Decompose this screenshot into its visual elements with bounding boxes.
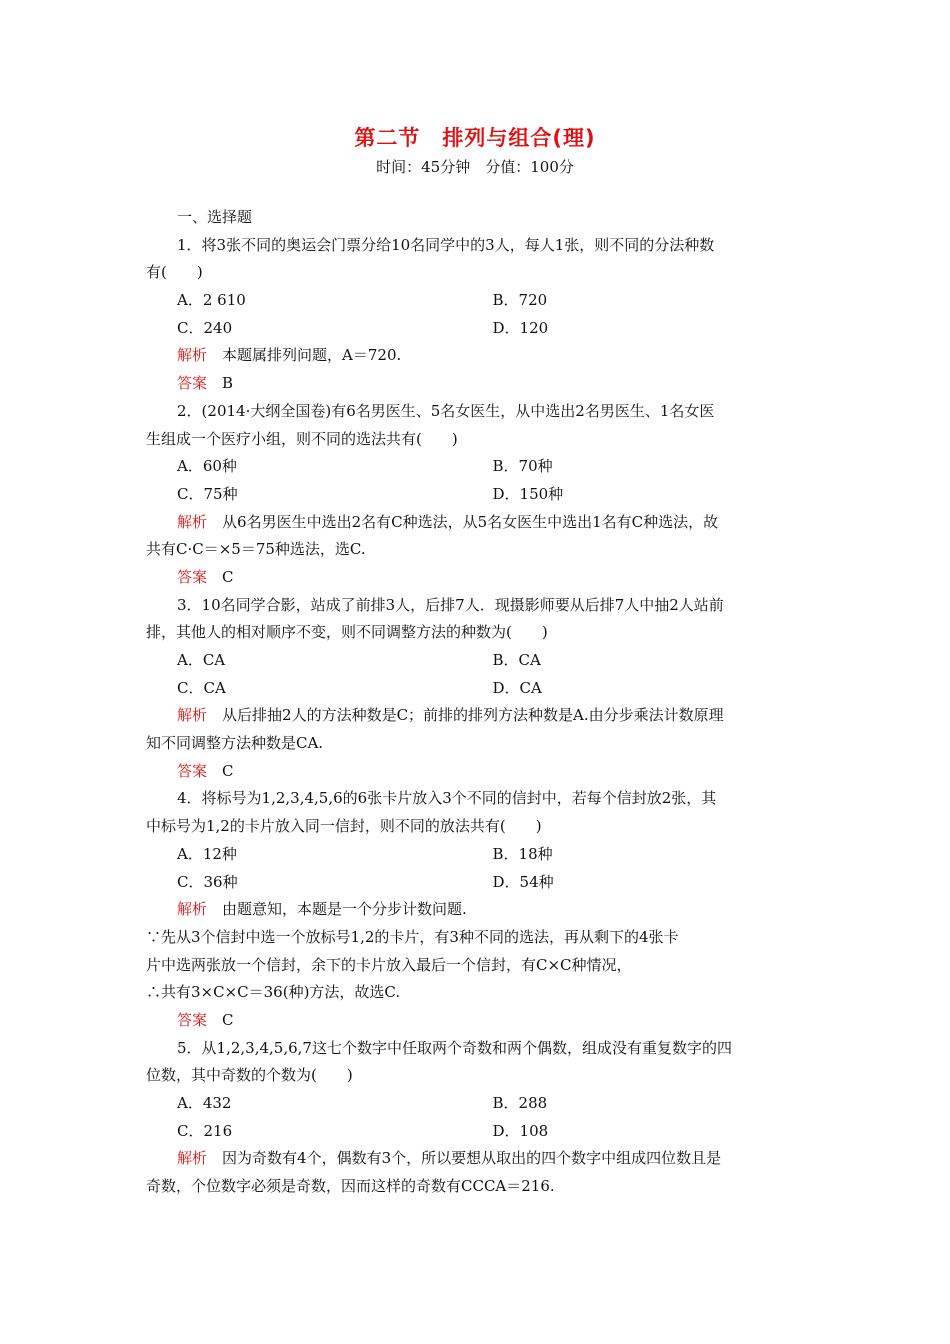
analysis [146,342,808,370]
analysis-text: 本题属排列问题，A＝720. [222,346,402,365]
answer [146,1007,808,1035]
analysis [146,702,808,730]
question-text: 4．将标号为1,2,3,4,5,6的6张卡片放入3个不同的信封中，若每个信封放2张，其 [177,789,717,808]
question-1 [146,232,808,398]
question-text: 中标号为1,2的卡片放入同一信封，则不同的放法共有( ) [146,817,542,836]
options-row [146,841,808,869]
options-row [146,1118,808,1146]
analysis-text: 片中选两张放一个信封，余下的卡片放入最后一个信封，有C×C种情况， [146,955,632,974]
option-c: C．36种 [177,872,238,891]
question-text: 3．10名同学合影，站成了前排3人，后排7人．现摄影师要从后排7人中抽2人站前 [177,595,724,614]
option-d: D．108 [492,1121,549,1140]
answer-label: 答案 [177,567,208,586]
option-b: B．18种 [492,844,553,863]
option-a: A．432 [177,1094,232,1112]
answer-value: C [222,761,234,780]
analysis-text: 从6名男医生中选出2名有C种选法，从5名女医生中选出1名有C种选法，故 [222,512,719,531]
question-text: 排，其他人的相对顺序不变，则不同调整方法的种数为( ) [146,623,548,642]
options-row [146,287,808,315]
question-text: 生组成一个医疗小组，则不同的选法共有( ) [146,429,458,448]
analysis-text: 奇数，个位数字必须是奇数，因而这样的奇数有CCCA＝216. [146,1177,555,1196]
answer [146,758,808,786]
answer [146,370,808,398]
options-row [146,1090,808,1118]
question-text: 位数，其中奇数的个数为( ) [146,1066,353,1085]
question-text: 2．(2014·大纲全国卷)有6名男医生、5名女医生，从中选出2名男医生、1名女医 [177,401,715,420]
options-row [146,675,808,703]
options-row [146,647,808,675]
analysis-text: ∵先从3个信封中选一个放标号1,2的卡片，有3种不同的选法，再从剩下的4张卡 [146,927,679,946]
option-d: D．54种 [492,872,554,891]
answer-label: 答案 [177,374,208,393]
analysis-label: 解析 [177,900,208,919]
option-b: B．70种 [492,457,553,476]
analysis-text: 知不同调整方法种数是CA. [146,734,324,753]
option-c: C．216 [177,1121,233,1140]
analysis-label: 解析 [177,512,208,531]
answer-value: C [222,1010,234,1029]
option-a: A．2 610 [177,291,246,310]
answer-label: 答案 [177,761,208,780]
option-b: B．720 [492,291,548,310]
analysis [146,509,808,537]
question-5 [146,1035,808,1201]
answer-value: B [222,374,234,393]
question-3 [146,592,808,786]
options-row [146,481,808,509]
analysis-text: 从后排抽2人的方法种数是C；前排的排列方法种数是A.由分步乘法计数原理 [222,706,724,725]
analysis-label: 解析 [177,706,208,725]
analysis-text: ∴共有3×C×C＝36(种)方法，故选C. [146,983,401,1002]
question-2 [146,398,808,592]
document-body [146,204,808,1201]
page-subtitle: 时间：45分钟 分值：100分 [376,158,574,176]
section-heading: 一、选择题 [177,208,253,226]
option-d: D．120 [492,318,549,337]
option-b: B．288 [492,1094,548,1112]
answer [146,564,808,592]
analysis-label: 解析 [177,346,208,365]
question-text: 有( ) [146,263,203,282]
option-b: B．CA [492,651,541,669]
analysis [146,896,808,924]
question-4 [146,785,808,1034]
option-c: C．CA [177,678,226,697]
option-a: A．CA [177,651,226,669]
option-d: D．150种 [492,484,564,503]
answer-label: 答案 [177,1010,208,1029]
question-text: 5．从1,2,3,4,5,6,7这七个数字中任取两个奇数和两个偶数，组成没有重复数字的四 [177,1038,732,1057]
analysis-label: 解析 [177,1149,208,1168]
analysis-text: 由题意知，本题是一个分步计数问题. [222,900,467,919]
option-c: C．240 [177,318,233,337]
options-row [146,315,808,343]
page-title: 第二节 排列与组合(理) [354,126,596,150]
analysis-text: 共有C·C＝×5＝75种选法，选C. [146,540,366,559]
option-d: D．CA [492,678,542,697]
question-text: 1．将3张不同的奥运会门票分给10名同学中的3人，每人1张，则不同的分法种数 [177,235,715,254]
answer-value: C [222,567,234,586]
options-row [146,453,808,481]
options-row [146,869,808,897]
option-a: A．12种 [177,844,237,863]
analysis [146,1145,808,1173]
option-a: A．60种 [177,457,237,476]
option-c: C．75种 [177,484,238,503]
analysis-text: 因为奇数有4个，偶数有3个，所以要想从取出的四个数字中组成四位数且是 [222,1149,722,1168]
